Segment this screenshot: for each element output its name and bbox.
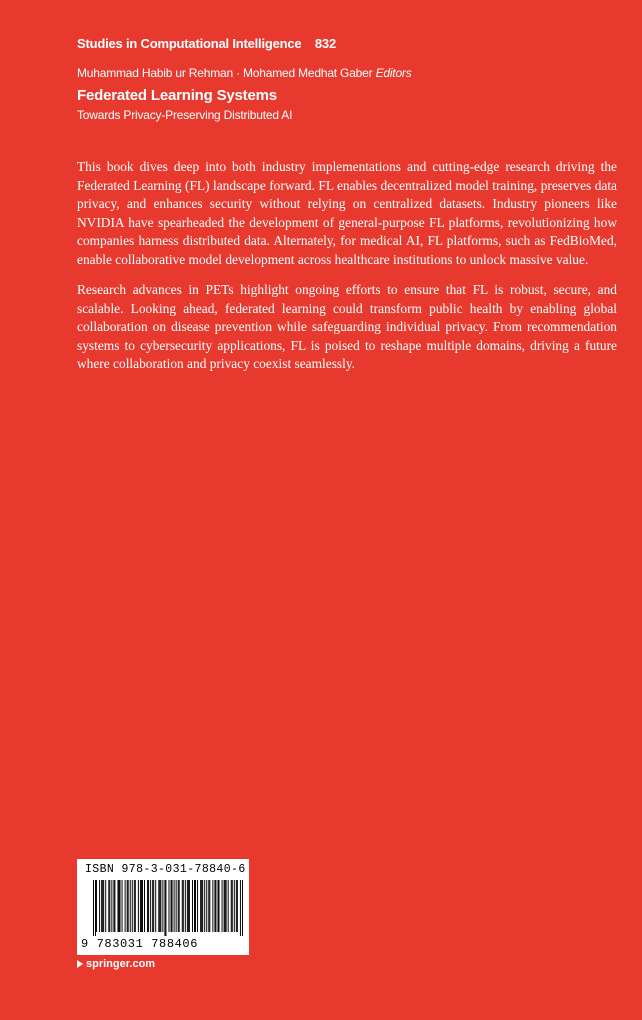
barcode-bar (231, 880, 232, 932)
barcode-bars (93, 880, 243, 936)
barcode-bar (237, 880, 238, 932)
barcode-bar (147, 880, 148, 932)
barcode-bar (119, 880, 120, 932)
barcode-bar (197, 880, 198, 932)
book-title: Federated Learning Systems (77, 87, 277, 104)
barcode-bar (142, 880, 143, 932)
barcode-bar (153, 880, 154, 932)
barcode-bar (132, 880, 133, 932)
barcode-bar (96, 880, 97, 932)
barcode-bar (179, 880, 180, 932)
isbn-label: ISBN 978-3-031-78840-6 (85, 863, 246, 876)
barcode-bar (212, 880, 213, 932)
barcode-bar (172, 880, 173, 932)
barcode-bar (103, 880, 104, 932)
series-number: 832 (314, 36, 336, 51)
blurb (77, 158, 617, 386)
barcode-bar (183, 880, 184, 932)
barcode-bar (234, 880, 235, 932)
barcode-bar (209, 880, 210, 932)
barcode-bar (208, 880, 209, 932)
barcode-bar (169, 880, 170, 932)
barcode-bar (201, 880, 202, 932)
barcode-box (77, 859, 249, 955)
editors-line (77, 66, 412, 80)
barcode-bar (148, 880, 149, 932)
barcode-bar (160, 880, 161, 932)
barcode-bar (236, 880, 237, 932)
barcode-bar (174, 880, 175, 932)
barcode-bar (125, 880, 126, 932)
barcode-bar (144, 880, 145, 932)
barcode-bar (113, 880, 114, 932)
barcode-bar (130, 880, 131, 932)
barcode-bar (140, 880, 141, 932)
barcode-bar (187, 880, 188, 932)
barcode-bar (162, 880, 163, 932)
barcode-bar (185, 880, 186, 932)
book-subtitle: Towards Privacy-Preserving Distributed AI (77, 108, 293, 122)
barcode-bar (152, 880, 153, 932)
barcode-bar (217, 880, 218, 932)
barcode-bar (111, 880, 112, 932)
barcode-bar (178, 880, 179, 932)
barcode-bar (127, 880, 128, 932)
barcode-bar (228, 880, 229, 932)
barcode-bar (240, 880, 241, 936)
barcode-bar (101, 880, 102, 932)
series-name: Studies in Computational Intelligence (77, 36, 302, 51)
barcode-bar (232, 880, 233, 932)
publisher-link[interactable] (77, 958, 155, 970)
editors-role: Editors (375, 66, 412, 80)
series-line (77, 36, 336, 51)
barcode-bar (225, 880, 226, 932)
barcode-bar (120, 880, 121, 932)
barcode-bar (182, 880, 183, 932)
barcode-bar (114, 880, 115, 932)
blurb-paragraph-2: Research advances in PETs highlight ongoing efforts to ensure that FL is robust, secure, and scalable. Looking ahead, federated learning could transform public health by enabling global collaboration on disease prevention while safeguarding individual privacy. From recommendation systems to cybersecurity applications, FL is poised to reshape multiple domains, driving a future where collaboration and privacy coexist seamlessly. (77, 282, 617, 371)
barcode-bar (150, 880, 151, 932)
barcode-bar (202, 880, 203, 932)
barcode-bar (95, 880, 96, 936)
barcode-bar (105, 880, 106, 932)
barcode-bar (171, 880, 172, 932)
barcode-bar (135, 880, 136, 932)
barcode-bar (204, 880, 205, 932)
barcode-bar (219, 880, 220, 932)
barcode-bar (242, 880, 243, 936)
barcode-bar (93, 880, 94, 936)
barcode-bar (215, 880, 216, 932)
barcode-bar (134, 880, 135, 932)
blurb-paragraph-1: This book dives deep into both industry implementations and cutting-edge research driving the Federated Learning (FL) landscape forward. FL enables decentralized model training, preserves data privacy, and enhances security without relying on centralized datasets. Industry pioneers like NVIDIA have spearheaded the development of general-purpose FL platforms, revolutionizing how companies harness distributed data. Alternately, for medical AI, FL platforms, such as FedBioMed, enable collaborative model development across healthcare institutions to unlock massive value. (77, 159, 617, 267)
barcode-bar (155, 880, 156, 932)
barcode-bar (206, 880, 207, 932)
barcode-bar (109, 880, 110, 932)
barcode-bar (189, 880, 190, 932)
barcode-bar (176, 880, 177, 932)
triangle-right-icon (77, 960, 83, 968)
barcode-bar (165, 880, 166, 936)
barcode-bar (192, 880, 193, 932)
barcode-bar (188, 880, 189, 932)
barcode-bar (108, 880, 109, 932)
barcode-bar (128, 880, 129, 932)
barcode-bar (164, 880, 165, 936)
barcode-bar (99, 880, 100, 932)
barcode-bar (141, 880, 142, 932)
barcode-bar (159, 880, 160, 932)
publisher-url: springer.com (86, 958, 156, 970)
barcode-bar (122, 880, 123, 932)
barcode-bar (102, 880, 103, 932)
barcode-bar (222, 880, 223, 932)
barcode-bar (117, 880, 118, 932)
editor-names: Muhammad Habib ur Rehman · Mohamed Medhat Gaber (77, 66, 373, 80)
barcode-bar (195, 880, 196, 932)
ean-digits: 9 783031 788406 (81, 937, 199, 951)
barcode-bar (226, 880, 227, 932)
barcode-bar (224, 880, 225, 932)
barcode-bar (200, 880, 201, 932)
barcode-bar (158, 880, 159, 932)
barcode-bar (194, 880, 195, 932)
barcode-bar (138, 880, 139, 932)
barcode-bar (214, 880, 215, 932)
